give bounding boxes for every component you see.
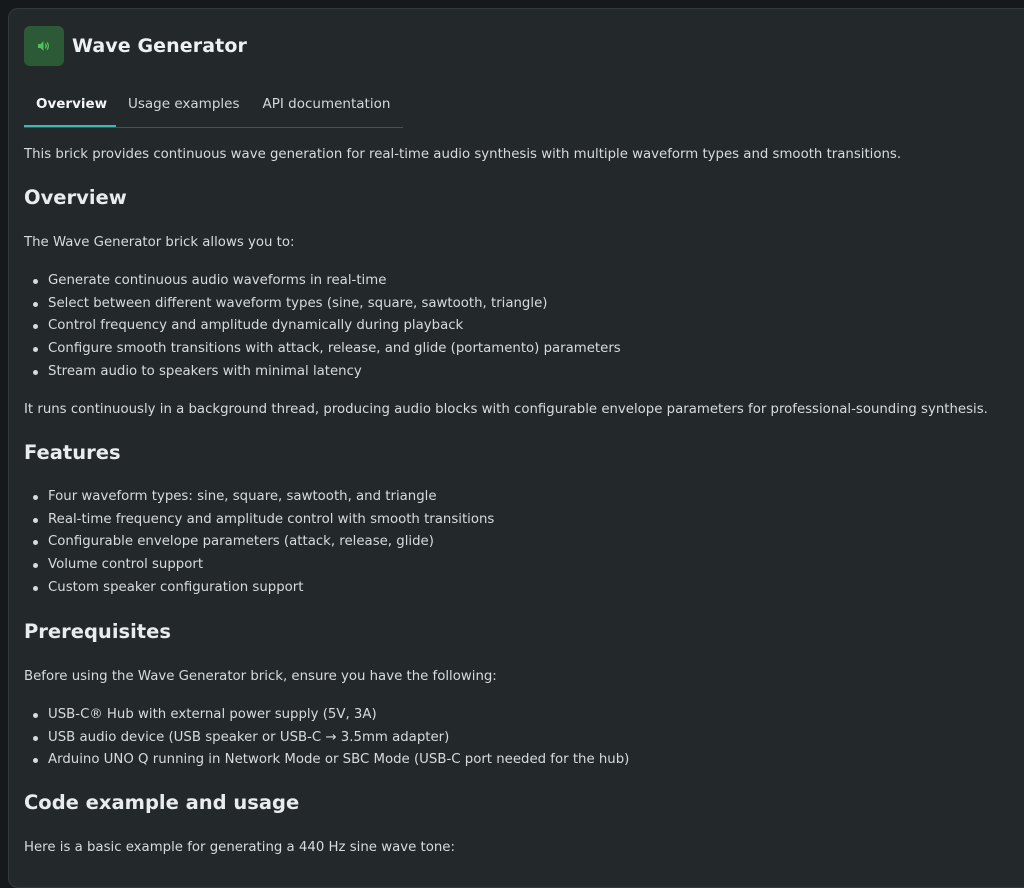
list-item: Generate continuous audio waveforms in real-time xyxy=(24,270,621,293)
code-example-heading: Code example and usage xyxy=(24,791,300,814)
overview-footer: It runs continuously in a background thread, producing audio blocks with configurable envelope parameters for professional-sounding synthesis. xyxy=(24,402,988,417)
overview-lead: The Wave Generator brick allows you to: xyxy=(24,235,295,250)
list-item: Stream audio to speakers with minimal latency xyxy=(24,361,621,384)
list-item: Custom speaker configuration support xyxy=(24,577,494,600)
overview-list xyxy=(24,270,621,384)
list-item: Real-time frequency and amplitude control with smooth transitions xyxy=(24,509,494,532)
list-item: Control frequency and amplitude dynamically during playback xyxy=(24,315,621,338)
tab-usage-examples[interactable]: Usage examples xyxy=(128,96,240,112)
list-item: USB audio device (USB speaker or USB-C → 3.5mm adapter) xyxy=(24,727,629,750)
speaker-volume-icon xyxy=(24,26,64,66)
brick-header xyxy=(24,26,247,66)
list-item: Select between different waveform types (sine, square, sawtooth, triangle) xyxy=(24,293,621,316)
tab-bar xyxy=(24,91,403,128)
list-item: Configurable envelope parameters (attack, release, glide) xyxy=(24,531,494,554)
list-item: Volume control support xyxy=(24,554,494,577)
tab-overview[interactable]: Overview xyxy=(24,91,116,127)
prerequisites-lead: Before using the Wave Generator brick, ensure you have the following: xyxy=(24,669,497,684)
features-heading: Features xyxy=(24,441,121,464)
tab-api-documentation[interactable]: API documentation xyxy=(262,96,391,112)
brick-detail-panel xyxy=(8,8,1024,888)
brick-title: Wave Generator xyxy=(72,35,247,57)
list-item: Four waveform types: sine, square, sawtooth, and triangle xyxy=(24,486,494,509)
features-list xyxy=(24,486,494,600)
list-item: Configure smooth transitions with attack, release, and glide (portamento) parameters xyxy=(24,338,621,361)
prerequisites-heading: Prerequisites xyxy=(24,620,171,643)
prerequisites-list xyxy=(24,704,629,772)
intro-text: This brick provides continuous wave generation for real-time audio synthesis with multiple waveform types and smooth transitions. xyxy=(24,147,902,162)
overview-heading: Overview xyxy=(24,186,127,209)
list-item: USB-C® Hub with external power supply (5V, 3A) xyxy=(24,704,629,727)
list-item: Arduino UNO Q running in Network Mode or SBC Mode (USB-C port needed for the hub) xyxy=(24,749,629,772)
code-example-lead: Here is a basic example for generating a 440 Hz sine wave tone: xyxy=(24,840,455,855)
